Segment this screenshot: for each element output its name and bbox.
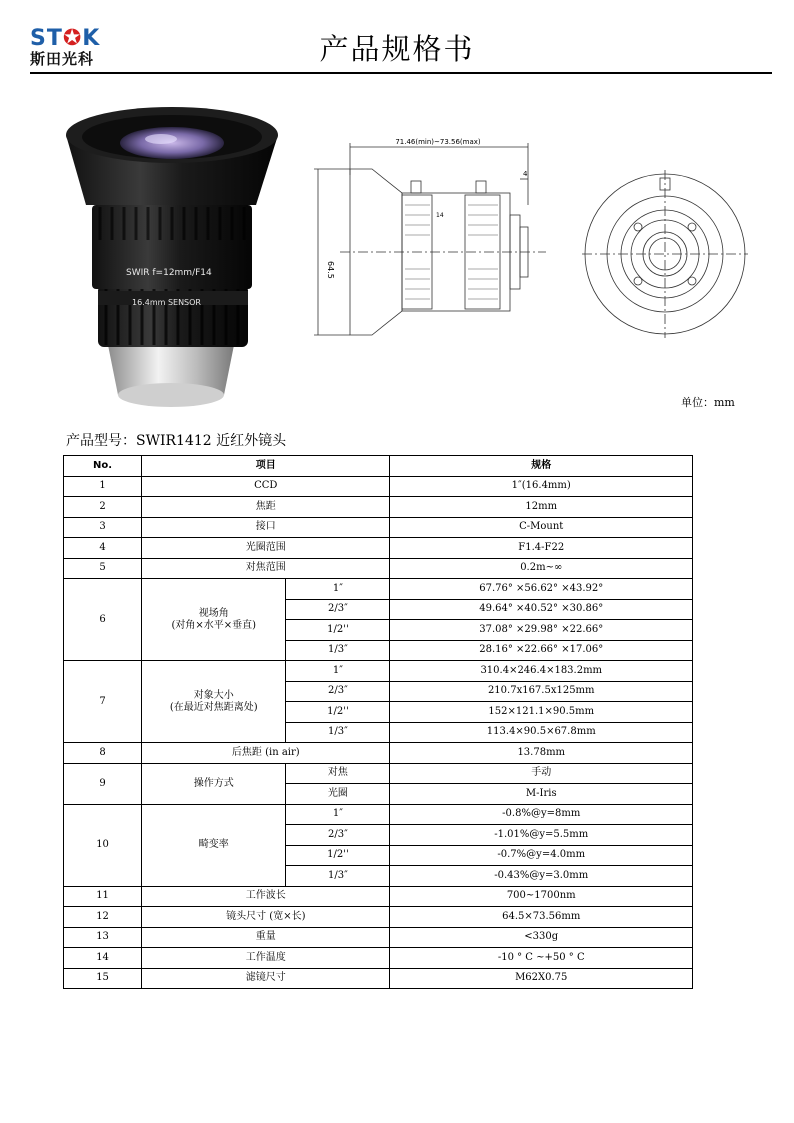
row-subitem: 1″ — [286, 661, 390, 682]
header-rule — [30, 72, 772, 74]
table-row — [64, 497, 693, 518]
row-spec: M62X0.75 — [390, 968, 693, 989]
diameter-dimension: 64.5 — [326, 261, 335, 279]
row-no: 11 — [64, 886, 142, 907]
row-spec: M-Iris — [390, 784, 693, 805]
header-item: 项目 — [142, 456, 390, 477]
row-subitem: 1″ — [286, 804, 390, 825]
row-item: 滤镜尺寸 — [142, 968, 390, 989]
row-item: 焦距 — [142, 497, 390, 518]
row-no: 14 — [64, 948, 142, 969]
row-no: 5 — [64, 558, 142, 579]
row-subitem: 2/3″ — [286, 599, 390, 620]
model-name: 近红外镜头 — [216, 433, 287, 449]
row-subitem: 1/3″ — [286, 722, 390, 743]
row-no: 3 — [64, 517, 142, 538]
row-no: 4 — [64, 538, 142, 559]
row-item: 光圈范围 — [142, 538, 390, 559]
row-subitem: 1/3″ — [286, 640, 390, 661]
table-row — [64, 763, 693, 784]
row-spec: 310.4×246.4×183.2mm — [390, 661, 693, 682]
row-spec: -10 ° C ~+50 ° C — [390, 948, 693, 969]
row-subitem: 对焦 — [286, 763, 390, 784]
row-spec: -0.43%@y=3.0mm — [390, 866, 693, 887]
row-no: 1 — [64, 476, 142, 497]
row-spec: C-Mount — [390, 517, 693, 538]
row-item: 畸变率 — [142, 804, 286, 886]
table-row — [64, 579, 693, 600]
row-spec: 700~1700nm — [390, 886, 693, 907]
table-row — [64, 558, 693, 579]
row-spec: -0.8%@y=8mm — [390, 804, 693, 825]
row-spec: 12mm — [390, 497, 693, 518]
barrel-label: SWIR f=12mm/F14 — [126, 268, 212, 278]
row-spec: 113.4×90.5×67.8mm — [390, 722, 693, 743]
row-item-line: 对象大小 — [193, 689, 234, 701]
row-spec: 67.76° ×56.62° ×43.92° — [390, 579, 693, 600]
header-no: No. — [64, 456, 142, 477]
row-spec: 手动 — [390, 763, 693, 784]
row-item: 重量 — [142, 927, 390, 948]
row-spec: 0.2m~∞ — [390, 558, 693, 579]
row-no: 10 — [64, 804, 142, 886]
row-item: CCD — [142, 476, 390, 497]
row-no: 8 — [64, 743, 142, 764]
row-item: 工作波长 — [142, 886, 390, 907]
row-subitem: 1/2'' — [286, 620, 390, 641]
front-view-drawing — [582, 170, 748, 338]
row-item: 镜头尺寸 (宽×长) — [142, 907, 390, 928]
table-row — [64, 927, 693, 948]
row-spec: 64.5×73.56mm — [390, 907, 693, 928]
row-item: 工作温度 — [142, 948, 390, 969]
lens-photo — [56, 95, 296, 415]
row-item-line: (在最近对焦距离处) — [169, 701, 258, 713]
row-spec: 152×121.1×90.5mm — [390, 702, 693, 723]
table-row — [64, 886, 693, 907]
flange-dimension: 4 — [523, 170, 528, 178]
row-spec: 210.7x167.5x125mm — [390, 681, 693, 702]
row-spec: <330g — [390, 927, 693, 948]
table-row — [64, 517, 693, 538]
row-item: 操作方式 — [142, 763, 286, 804]
table-row — [64, 538, 693, 559]
logo-mark: ST✪K — [30, 26, 101, 51]
row-item — [142, 661, 286, 743]
row-spec: 28.16° ×22.66° ×17.06° — [390, 640, 693, 661]
row-no: 9 — [64, 763, 142, 804]
length-dimension: 71.46(min)~73.56(max) — [395, 138, 481, 146]
spec-table — [63, 455, 693, 989]
row-item: 后焦距 (in air) — [142, 743, 390, 764]
header-spec: 规格 — [390, 456, 693, 477]
row-subitem: 1/3″ — [286, 866, 390, 887]
row-no: 6 — [64, 579, 142, 661]
row-no: 2 — [64, 497, 142, 518]
row-subitem: 2/3″ — [286, 825, 390, 846]
row-spec: 37.08° ×29.98° ×22.66° — [390, 620, 693, 641]
sensor-label: 16.4mm SENSOR — [132, 298, 201, 307]
row-spec: -1.01%@y=5.5mm — [390, 825, 693, 846]
table-row — [64, 968, 693, 989]
table-header-row — [64, 456, 693, 477]
table-row — [64, 661, 693, 682]
table-row — [64, 948, 693, 969]
row-item-line: (对角×水平×垂直) — [171, 619, 256, 631]
row-subitem: 1/2'' — [286, 702, 390, 723]
row-subitem: 2/3″ — [286, 681, 390, 702]
row-spec: 49.64° ×40.52° ×30.86° — [390, 599, 693, 620]
row-item: 接口 — [142, 517, 390, 538]
document-title: 产品规格书 — [319, 32, 475, 66]
row-item — [142, 579, 286, 661]
table-row — [64, 907, 693, 928]
logo-company-name: 斯田光科 — [30, 50, 95, 68]
model-label: 产品型号： — [66, 433, 136, 449]
model-title — [66, 430, 286, 450]
row-subitem: 光圈 — [286, 784, 390, 805]
row-no: 7 — [64, 661, 142, 743]
row-spec: -0.7%@y=4.0mm — [390, 845, 693, 866]
row-subitem: 1″ — [286, 579, 390, 600]
row-item-line: 视场角 — [198, 607, 229, 619]
unit-note: 单位：mm — [681, 396, 735, 409]
row-spec: 13.78mm — [390, 743, 693, 764]
row-no: 12 — [64, 907, 142, 928]
row-spec: F1.4-F22 — [390, 538, 693, 559]
ring-dimension: 14 — [436, 212, 444, 219]
table-row — [64, 804, 693, 825]
table-row — [64, 476, 693, 497]
model-code: SWIR1412 — [136, 433, 212, 449]
row-item: 对焦范围 — [142, 558, 390, 579]
side-view-drawing — [310, 135, 560, 350]
row-no: 15 — [64, 968, 142, 989]
row-subitem: 1/2'' — [286, 845, 390, 866]
row-spec: 1″(16.4mm) — [390, 476, 693, 497]
row-no: 13 — [64, 927, 142, 948]
table-row — [64, 743, 693, 764]
